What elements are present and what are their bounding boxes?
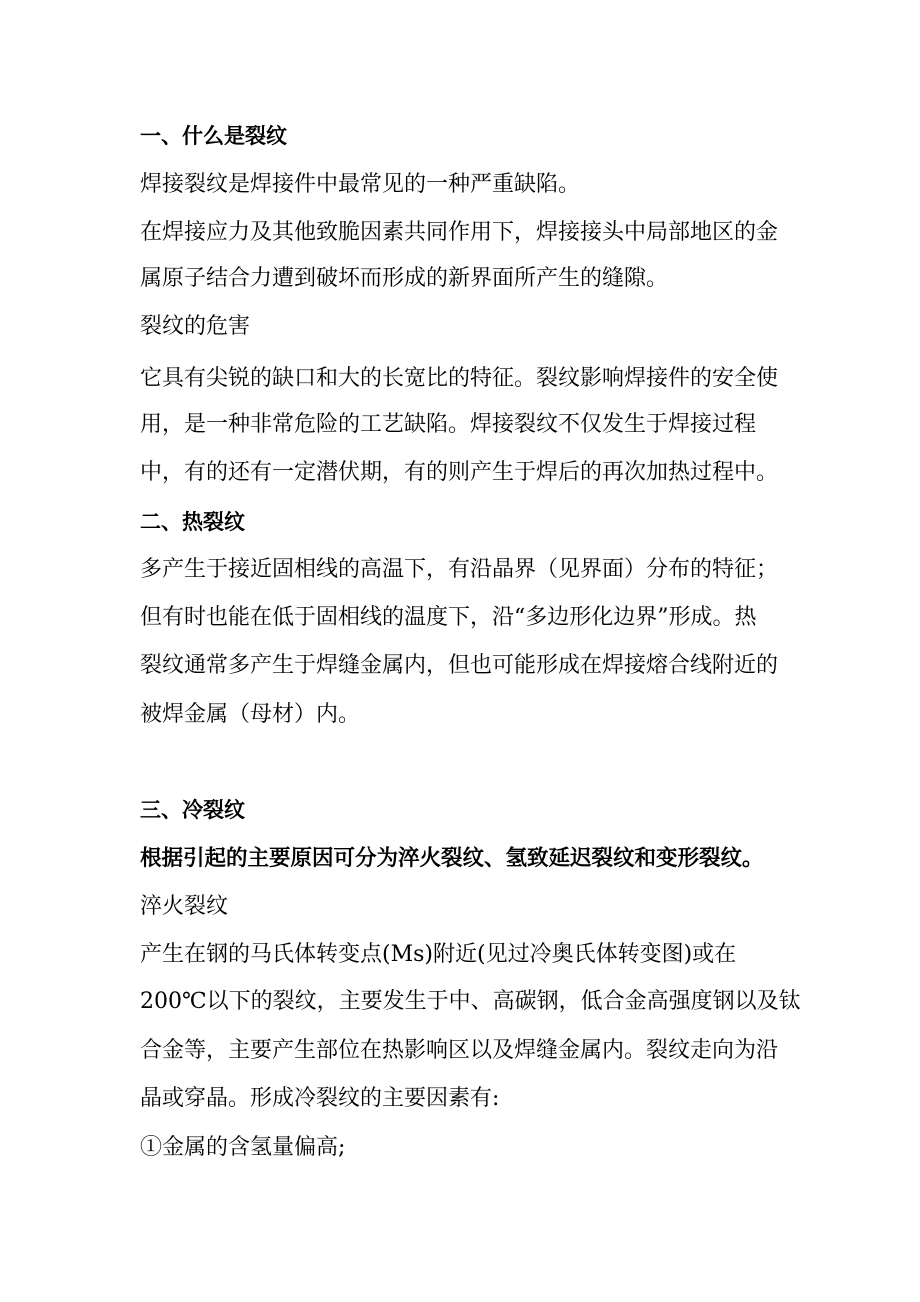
subheading: 淬火裂纹 [140,894,229,919]
section-1-heading: 一、什么是裂纹 [140,124,287,148]
subheading: 裂纹的危害 [140,314,251,339]
paragraph-line: 多产生于接近固相线的高温下，有沿晶界（见界面）分布的特征； [140,557,779,582]
list-item: ①金属的含氢量偏高; [140,1135,346,1160]
lead-sentence: 根据引起的主要原因可分为淬火裂纹、氢致延迟裂纹和变形裂纹。 [140,846,764,871]
paragraph-line: 产生在钢的马氏体转变点(Ms)附近(见过冷奥氏体转变图)或在 [140,942,737,967]
section-3-heading: 三、冷裂纹 [140,798,245,822]
paragraph-line: 用，是一种非常危险的工艺缺陷。焊接裂纹不仅发生于焊接过程 [140,412,757,437]
paragraph-line: 200℃以下的裂纹，主要发生于中、高碳钢，低合金高强度钢以及钛 [140,989,801,1014]
paragraph-line: 焊接裂纹是焊接件中最常见的一种严重缺陷。 [140,172,581,197]
section-2-heading: 二、热裂纹 [140,510,245,534]
paragraph-line: 合金等，主要产生部位在热影响区以及焊缝金属内。裂纹走向为沿 [140,1038,779,1063]
paragraph-line: 但有时也能在低于固相线的温度下，沿“多边形化边界”形成。热 [140,605,757,630]
paragraph-line: 属原子结合力遭到破坏而形成的新界面所产生的缝隙。 [140,266,669,291]
paragraph-line: 它具有尖锐的缺口和大的长宽比的特征。裂纹影响焊接件的安全使 [140,366,779,391]
paragraph-line: 中，有的还有一定潜伏期，有的则产生于焊后的再次加热过程中。 [140,460,779,485]
paragraph-line: 在焊接应力及其他致脆因素共同作用下，焊接接头中局部地区的金 [140,220,779,245]
paragraph-line: 被焊金属（母材）内。 [140,702,361,727]
paragraph-line: 裂纹通常多产生于焊缝金属内，但也可能形成在焊接熔合线附近的 [140,653,779,678]
paragraph-line: 晶或穿晶。形成冷裂纹的主要因素有: [140,1086,500,1111]
